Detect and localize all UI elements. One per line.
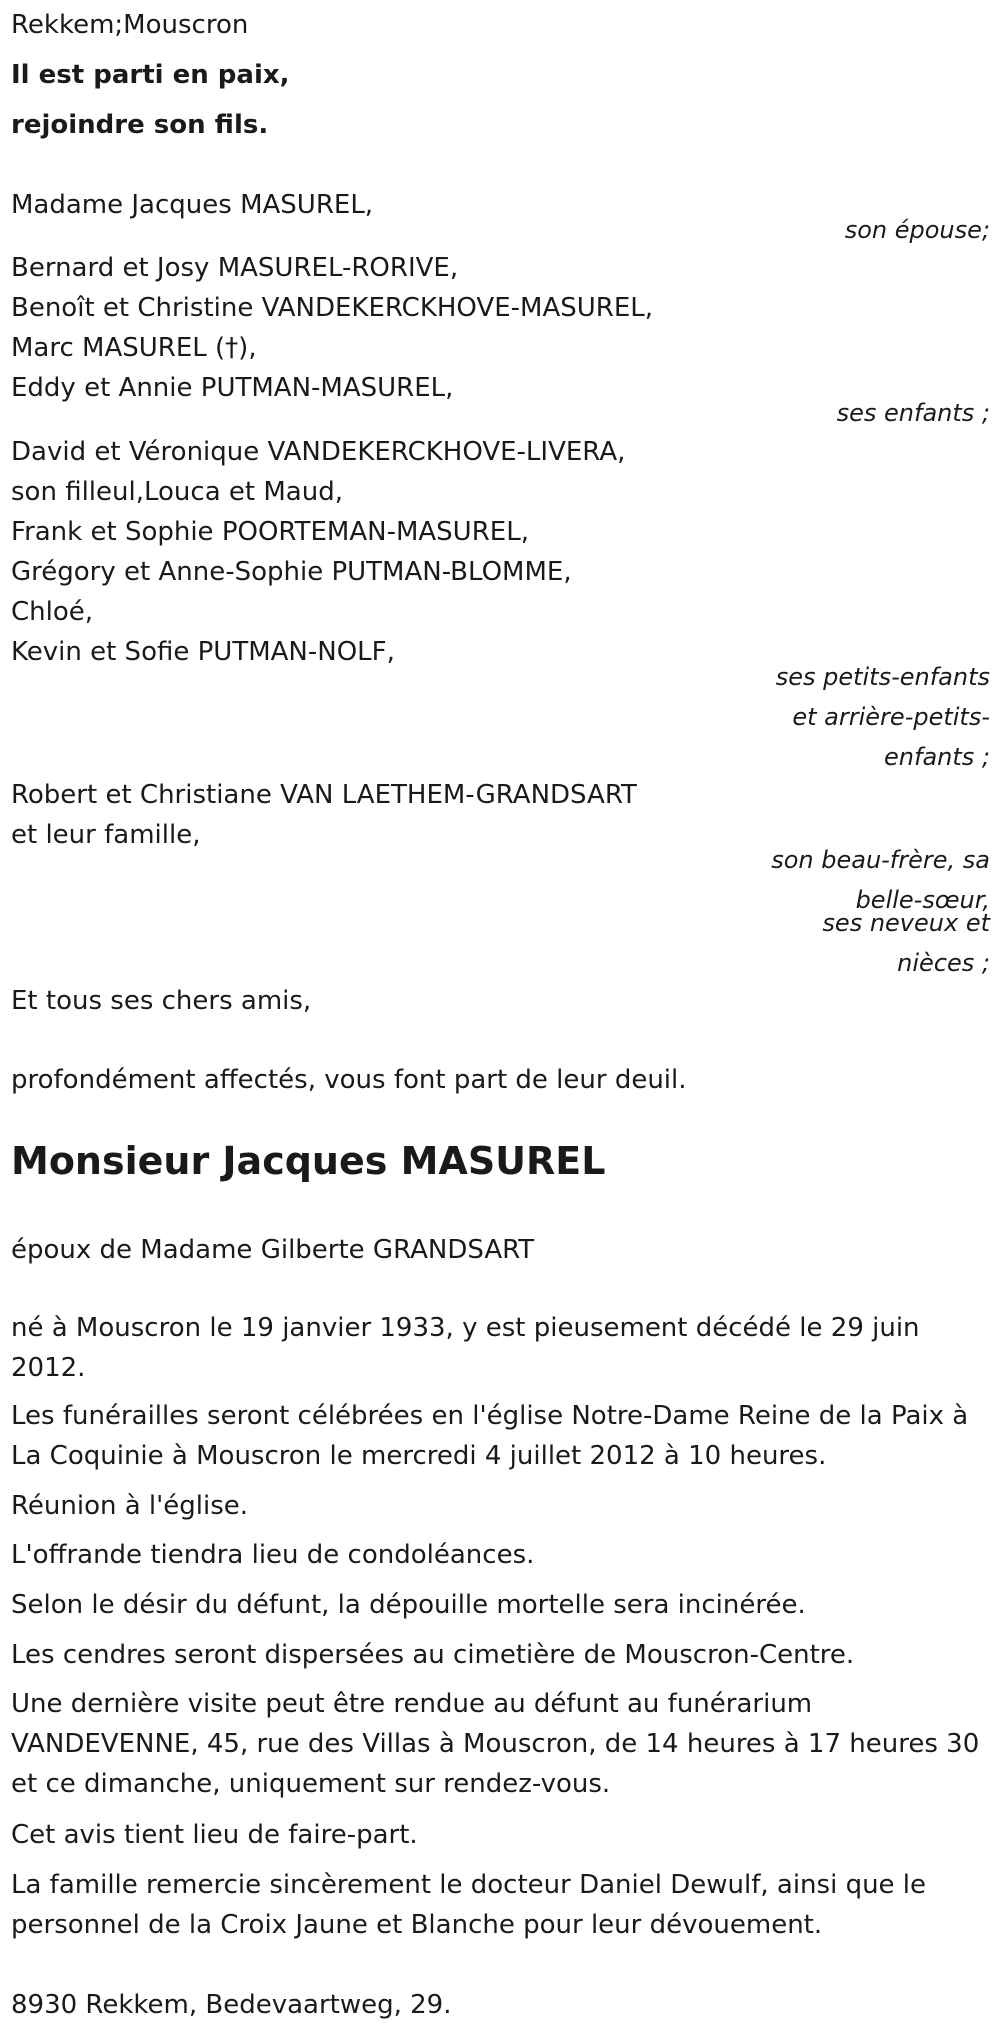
intro-line-1: Il est parti en paix,	[11, 60, 290, 90]
child-name: Bernard et Josy MASUREL-RORIVE,	[11, 253, 459, 283]
child-name: Eddy et Annie PUTMAN-MASUREL,	[11, 373, 454, 403]
location-line: Rekkem;Mouscron	[11, 10, 249, 40]
in-laws-relation-line: belle-sœur,	[855, 886, 990, 914]
friends-line: Et tous ses chers amis,	[11, 986, 312, 1016]
in-laws-relation-line: ses neveux et	[822, 909, 990, 937]
detail-paragraph: Cet avis tient lieu de faire-part.	[11, 1820, 418, 1850]
deceased-name: Monsieur Jacques MASUREL	[11, 1139, 606, 1183]
grandchildren-relation-line: et arrière-petits-	[792, 703, 990, 731]
intro-line-2: rejoindre son fils.	[11, 110, 269, 140]
child-name: Benoît et Christine VANDEKERCKHOVE-MASUREL,	[11, 293, 654, 323]
detail-paragraph: L'offrande tiendra lieu de condoléances.	[11, 1540, 535, 1570]
grandchildren-relation-line: enfants ;	[884, 743, 990, 771]
children-relation: ses enfants ;	[836, 399, 990, 427]
in-law-name: Robert et Christiane VAN LAETHEM-GRANDSART	[11, 780, 637, 810]
detail-paragraph: né à Mouscron le 19 janvier 1933, y est pieusement décédé le 29 juin 2012.	[11, 1313, 920, 1383]
closing-line: profondément affectés, vous font part de leur deuil.	[11, 1065, 687, 1095]
grandchild-name: David et Véronique VANDEKERCKHOVE-LIVERA,	[11, 437, 626, 467]
detail-paragraph: Une dernière visite peut être rendue au défunt au funérarium VANDEVENNE, 45, rue des Villas à Mouscron, de 14 heures à 17 heures 30 et ce dimanche, uniquement sur rendez-vous.	[11, 1689, 980, 1799]
spouse-of-line: époux de Madame Gilberte GRANDSART	[11, 1235, 535, 1265]
detail-paragraph: Selon le désir du défunt, la dépouille mortelle sera incinérée.	[11, 1590, 806, 1620]
in-laws-relation-line: son beau-frère, sa	[771, 846, 990, 874]
detail-paragraph: Les cendres seront dispersées au cimetière de Mouscron-Centre.	[11, 1640, 855, 1670]
grandchild-name: Grégory et Anne-Sophie PUTMAN-BLOMME,	[11, 557, 572, 587]
detail-paragraph: La famille remercie sincèrement le docteur Daniel Dewulf, ainsi que le personnel de la Croix Jaune et Blanche pour leur dévouement.	[11, 1870, 927, 1940]
grandchild-name: son filleul,Louca et Maud,	[11, 477, 343, 507]
spouse-name: Madame Jacques MASUREL,	[11, 190, 374, 220]
child-name: Marc MASUREL (†),	[11, 333, 257, 363]
spouse-relation: son épouse;	[844, 216, 990, 244]
grandchild-name: Frank et Sophie POORTEMAN-MASUREL,	[11, 517, 529, 547]
detail-paragraph: Réunion à l'église.	[11, 1491, 249, 1521]
grandchild-name: Kevin et Sofie PUTMAN-NOLF,	[11, 637, 395, 667]
address-line: 8930 Rekkem, Bedevaartweg, 29.	[11, 1990, 452, 2020]
grandchild-name: Chloé,	[11, 597, 94, 627]
in-law-name: et leur famille,	[11, 820, 201, 850]
grandchildren-relation-line: ses petits-enfants	[775, 663, 990, 691]
detail-paragraph: Les funérailles seront célébrées en l'église Notre-Dame Reine de la Paix à La Coquinie à Mouscron le mercredi 4 juillet 2012 à 10 heures.	[11, 1401, 969, 1471]
in-laws-relation-line: nièces ;	[897, 949, 990, 977]
